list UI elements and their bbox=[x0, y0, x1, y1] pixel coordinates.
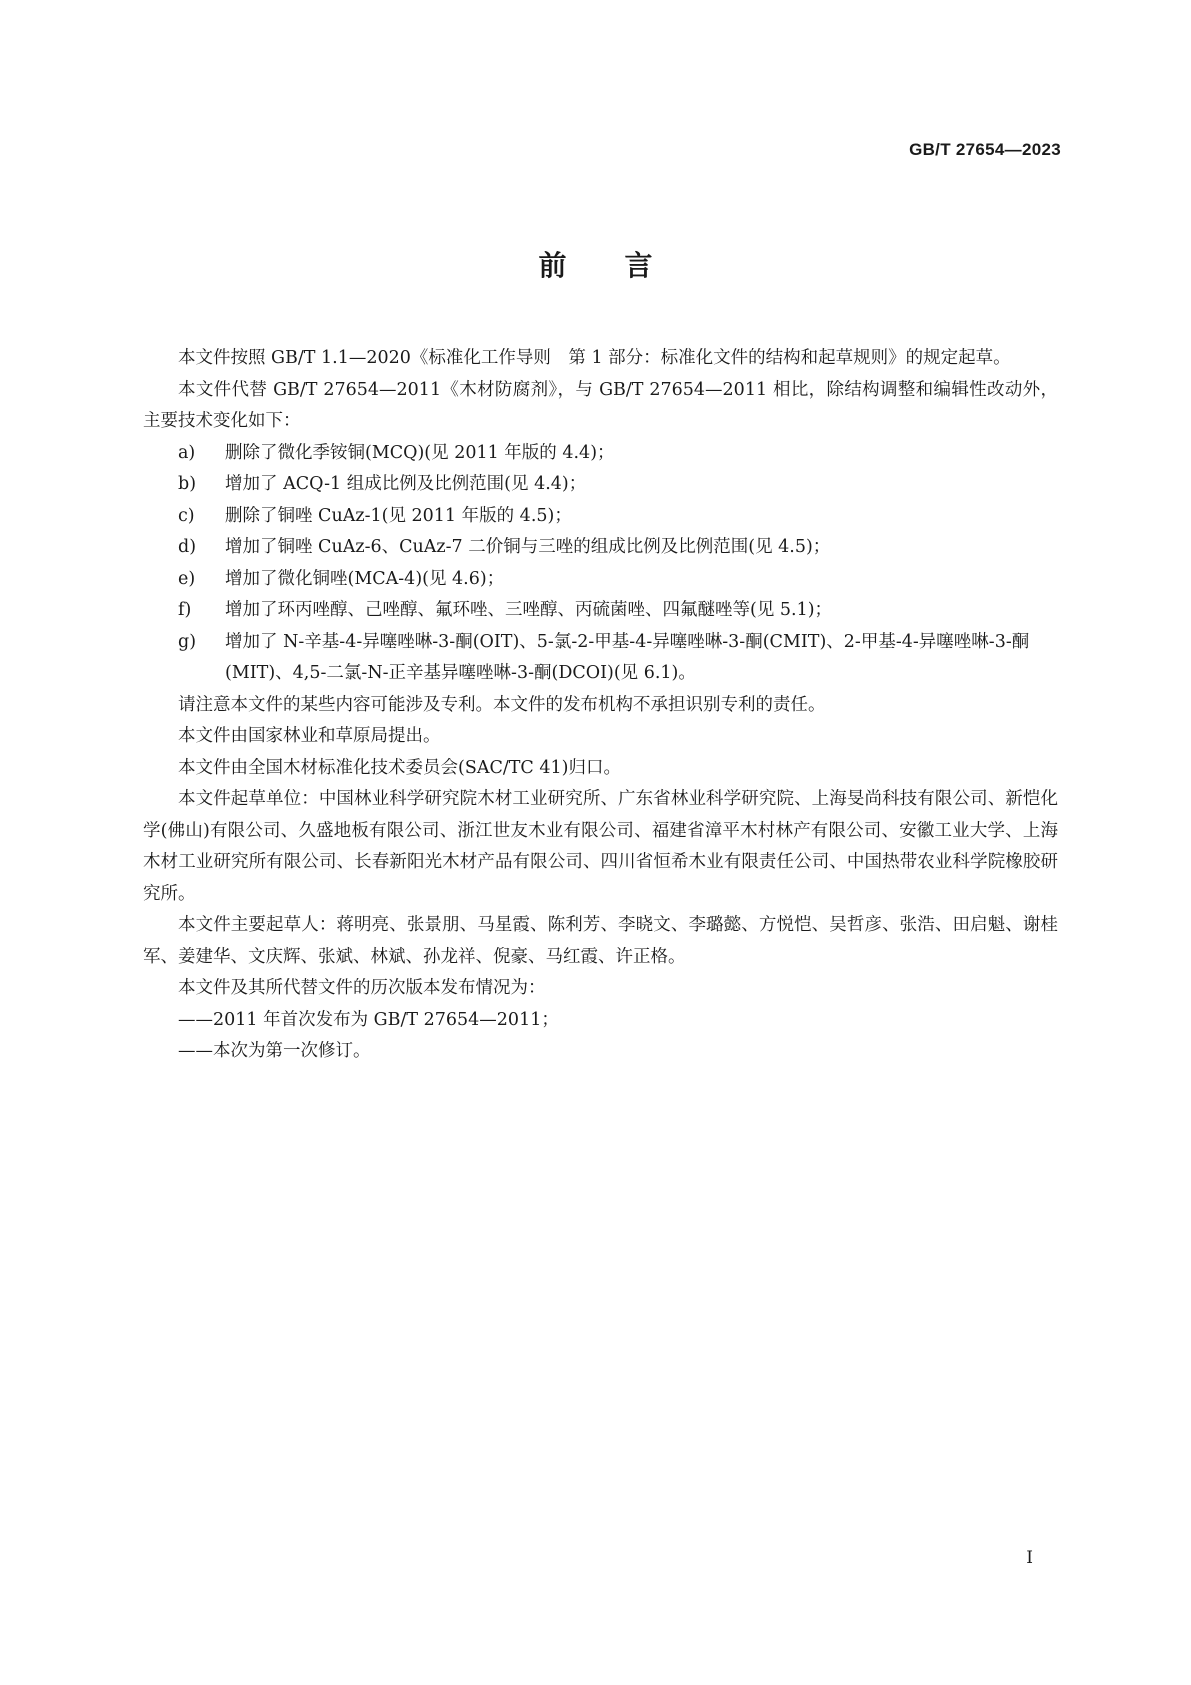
list-item bbox=[143, 501, 1058, 533]
paragraph-drafting-rules: 本文件按照 GB/T 1.1—2020《标准化工作导则 第 1 部分：标准化文件的结构和起草规则》的规定起草。 bbox=[178, 348, 1011, 368]
page-title: 前言 bbox=[538, 249, 711, 282]
paragraph-centralized-by: 本文件由全国木材标准化技术委员会(SAC/TC 41)归口。 bbox=[178, 757, 621, 778]
history-item: ——本次为第一次修订。 bbox=[178, 1041, 371, 1061]
foreword-body bbox=[143, 343, 1058, 1068]
page-number: I bbox=[1026, 1548, 1033, 1568]
list-item-text: 删除了微化季铵铜(MCQ)(见 2011 年版的 4.4)； bbox=[225, 442, 615, 463]
list-item bbox=[143, 532, 1058, 564]
list-item-text: 删除了铜唑 CuAz-1(见 2011 年版的 4.5)； bbox=[225, 505, 572, 526]
list-item bbox=[143, 438, 1058, 470]
list-item-mark: b) bbox=[178, 474, 197, 494]
list-item bbox=[143, 595, 1058, 627]
paragraph-proposed-by: 本文件由国家林业和草原局提出。 bbox=[178, 726, 441, 746]
paragraph-drafting-units: 本文件起草单位：中国林业科学研究院木材工业研究所、广东省林业科学研究院、上海旻尚科技有限公司、新恺化学(佛山)有限公司、久盛地板有限公司、浙江世友木业有限公司、福建省漳平木村林产有限公司、安徽工业大学、上海木材工业研究所有限公司、长春新阳光木材产品有限公司、四川省恒希木业有限责任公司、中国热带农业科学院橡胶研究所。 bbox=[143, 789, 1058, 904]
list-item-text: 增加了环丙唑醇、己唑醇、氟环唑、三唑醇、丙硫菌唑、四氟醚唑等(见 5.1)； bbox=[225, 600, 833, 620]
paragraph-replacement: 本文件代替 GB/T 27654—2011《木材防腐剂》，与 GB/T 27654—2011 相比，除结构调整和编辑性改动外，主要技术变化如下： bbox=[143, 379, 1058, 431]
standard-number: GB/T 27654—2023 bbox=[909, 140, 1061, 159]
list-item bbox=[143, 564, 1058, 596]
list-item bbox=[143, 627, 1058, 690]
list-item-mark: g) bbox=[178, 631, 197, 652]
list-item-mark: c) bbox=[178, 505, 195, 526]
paragraph-history-intro: 本文件及其所代替文件的历次版本发布情况为： bbox=[178, 978, 546, 998]
list-item-text: 增加了 ACQ-1 组成比例及比例范围(见 4.4)； bbox=[225, 474, 587, 494]
list-item-mark: a) bbox=[178, 442, 196, 463]
paragraph-patent-notice: 请注意本文件的某些内容可能涉及专利。本文件的发布机构不承担识别专利的责任。 bbox=[178, 694, 826, 715]
list-item bbox=[143, 469, 1058, 501]
list-item-text: 增加了 N-辛基-4-异噻唑啉-3-酮(OIT)、5-氯-2-甲基-4-异噻唑啉-3-酮(CMIT)、2-甲基-4-异噻唑啉-3-酮(MIT)、4,5-二氯-N-正辛基异噻唑啉-3-酮(DCOI)(见 6.1)。 bbox=[225, 631, 1030, 683]
list-item-mark: d) bbox=[178, 537, 197, 557]
history-item: ——2011 年首次发布为 GB/T 27654—2011； bbox=[178, 1009, 559, 1030]
list-item-mark: e) bbox=[178, 568, 196, 589]
list-item-mark: f) bbox=[178, 600, 192, 620]
list-item-text: 增加了微化铜唑(MCA-4)(见 4.6)； bbox=[225, 568, 505, 589]
list-item-text: 增加了铜唑 CuAz-6、CuAz-7 二价铜与三唑的组成比例及比例范围(见 4.5)； bbox=[225, 537, 831, 557]
paragraph-drafters: 本文件主要起草人：蒋明亮、张景朋、马星霞、陈利芳、李晓文、李璐懿、方悦恺、吴哲彦、张浩、田启魁、谢桂军、姜建华、文庆辉、张斌、林斌、孙龙祥、倪豪、马红霞、许正格。 bbox=[143, 915, 1058, 967]
changes-list bbox=[143, 438, 1058, 690]
